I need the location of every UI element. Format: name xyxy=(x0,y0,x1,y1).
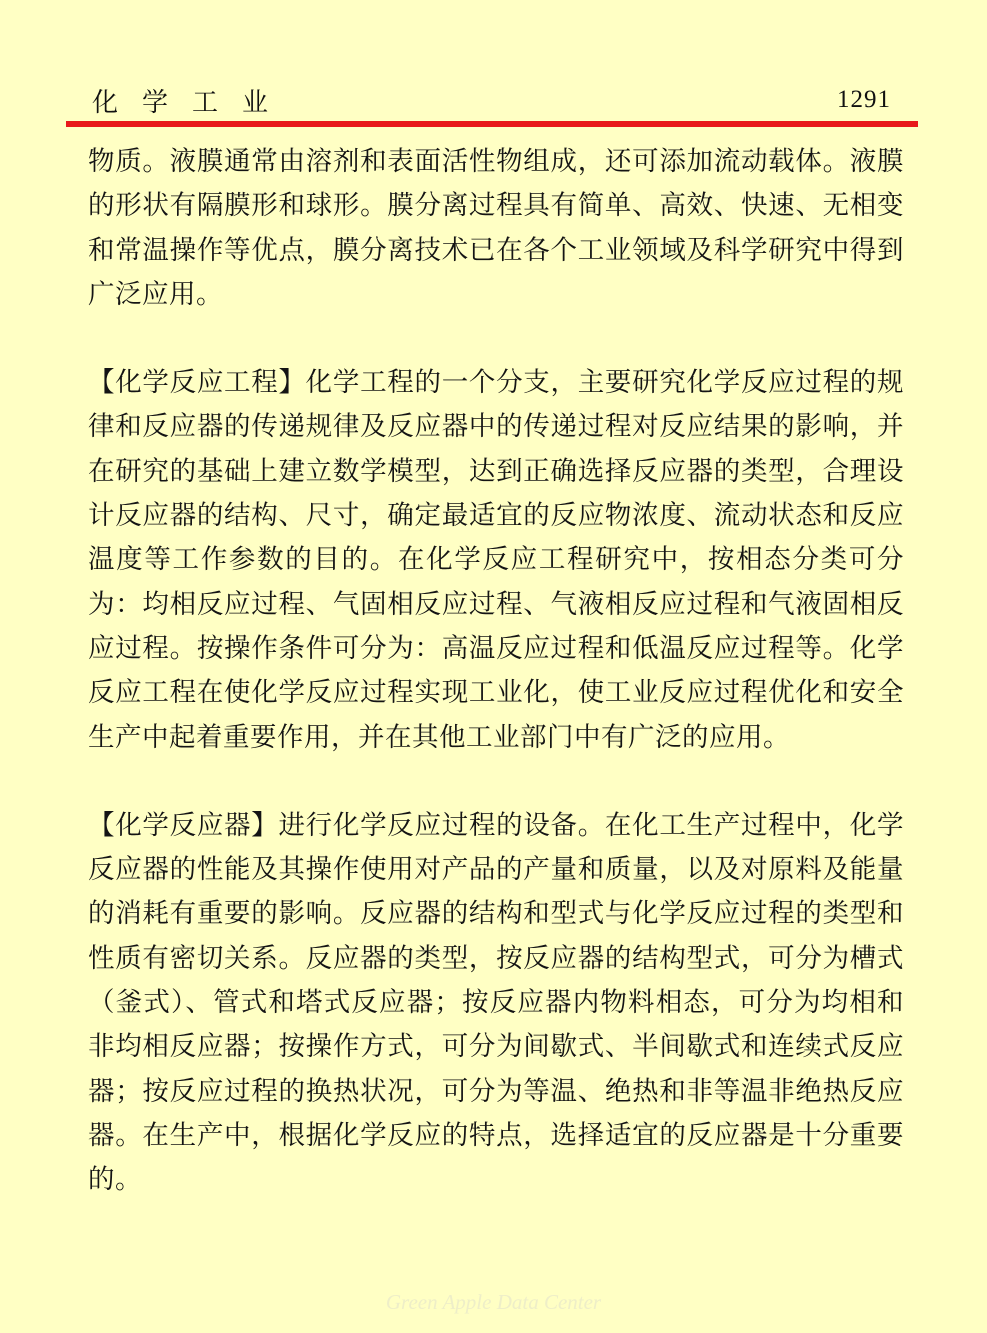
entry-term: 【化学反应器】 xyxy=(88,809,279,841)
entry-text: 进行化学反应过程的设备。在化工生产过程中，化学反应器的性能及其操作使用对产品的产量和质量，以及对原料及能量的消耗有重要的影响。反应器的结构和型式与化学反应过程的类型和性质有密切关系。反应器的类型，按反应器的结构型式，可分为槽式（釜式）、管式和塔式反应器；按反应器内物料相态，可分为均相和非均相反应器；按操作方式，可分为间歇式、半间歇式和连续式反应器；按反应过程的换热状况，可分为等温、绝热和非等温非绝热反应器。在生产中，根据化学反应的特点，选择适宜的反应器是十分重要的。 xyxy=(88,809,905,1196)
page-header xyxy=(0,0,987,130)
article-body xyxy=(88,140,904,1203)
entry-text: 化学工程的一个分支，主要研究化学反应过程的规律和反应器的传递规律及反应器中的传递过程对反应结果的影响，并在研究的基础上建立数学模型，达到正确选择反应器的类型，合理设计反应器的结构、尺寸，确定最适宜的反应物浓度、流动状态和反应温度等工作参数的目的。在化学反应工程研究中，按相态分类可分为：均相反应过程、气固相反应过程、气液相反应过程和气液固相反应过程。按操作条件可分为：高温反应过程和低温反应过程等。化学反应工程在使化学反应过程实现工业化，使工业反应过程优化和安全生产中起着重要作用，并在其他工业部门中有广泛的应用。 xyxy=(88,367,905,753)
paragraph-chemical-reactor xyxy=(88,804,904,1203)
paragraph-continuation xyxy=(88,140,904,317)
watermark: Green Apple Data Center xyxy=(385,1290,602,1314)
header-rule xyxy=(66,121,918,127)
entry-term: 【化学反应工程】 xyxy=(88,367,306,399)
running-title: 化学工业 xyxy=(92,88,293,118)
entry-text: 物质。液膜通常由溶剂和表面活性物组成，还可添加流动载体。液膜的形状有隔膜形和球形。膜分离过程具有简单、高效、快速、无相变和常温操作等优点，膜分离技术已在各个工业领域及科学研究中得到广泛应用。 xyxy=(88,146,904,310)
page-number: 1291 xyxy=(837,86,891,113)
paragraph-chemical-reaction-engineering xyxy=(88,361,904,760)
